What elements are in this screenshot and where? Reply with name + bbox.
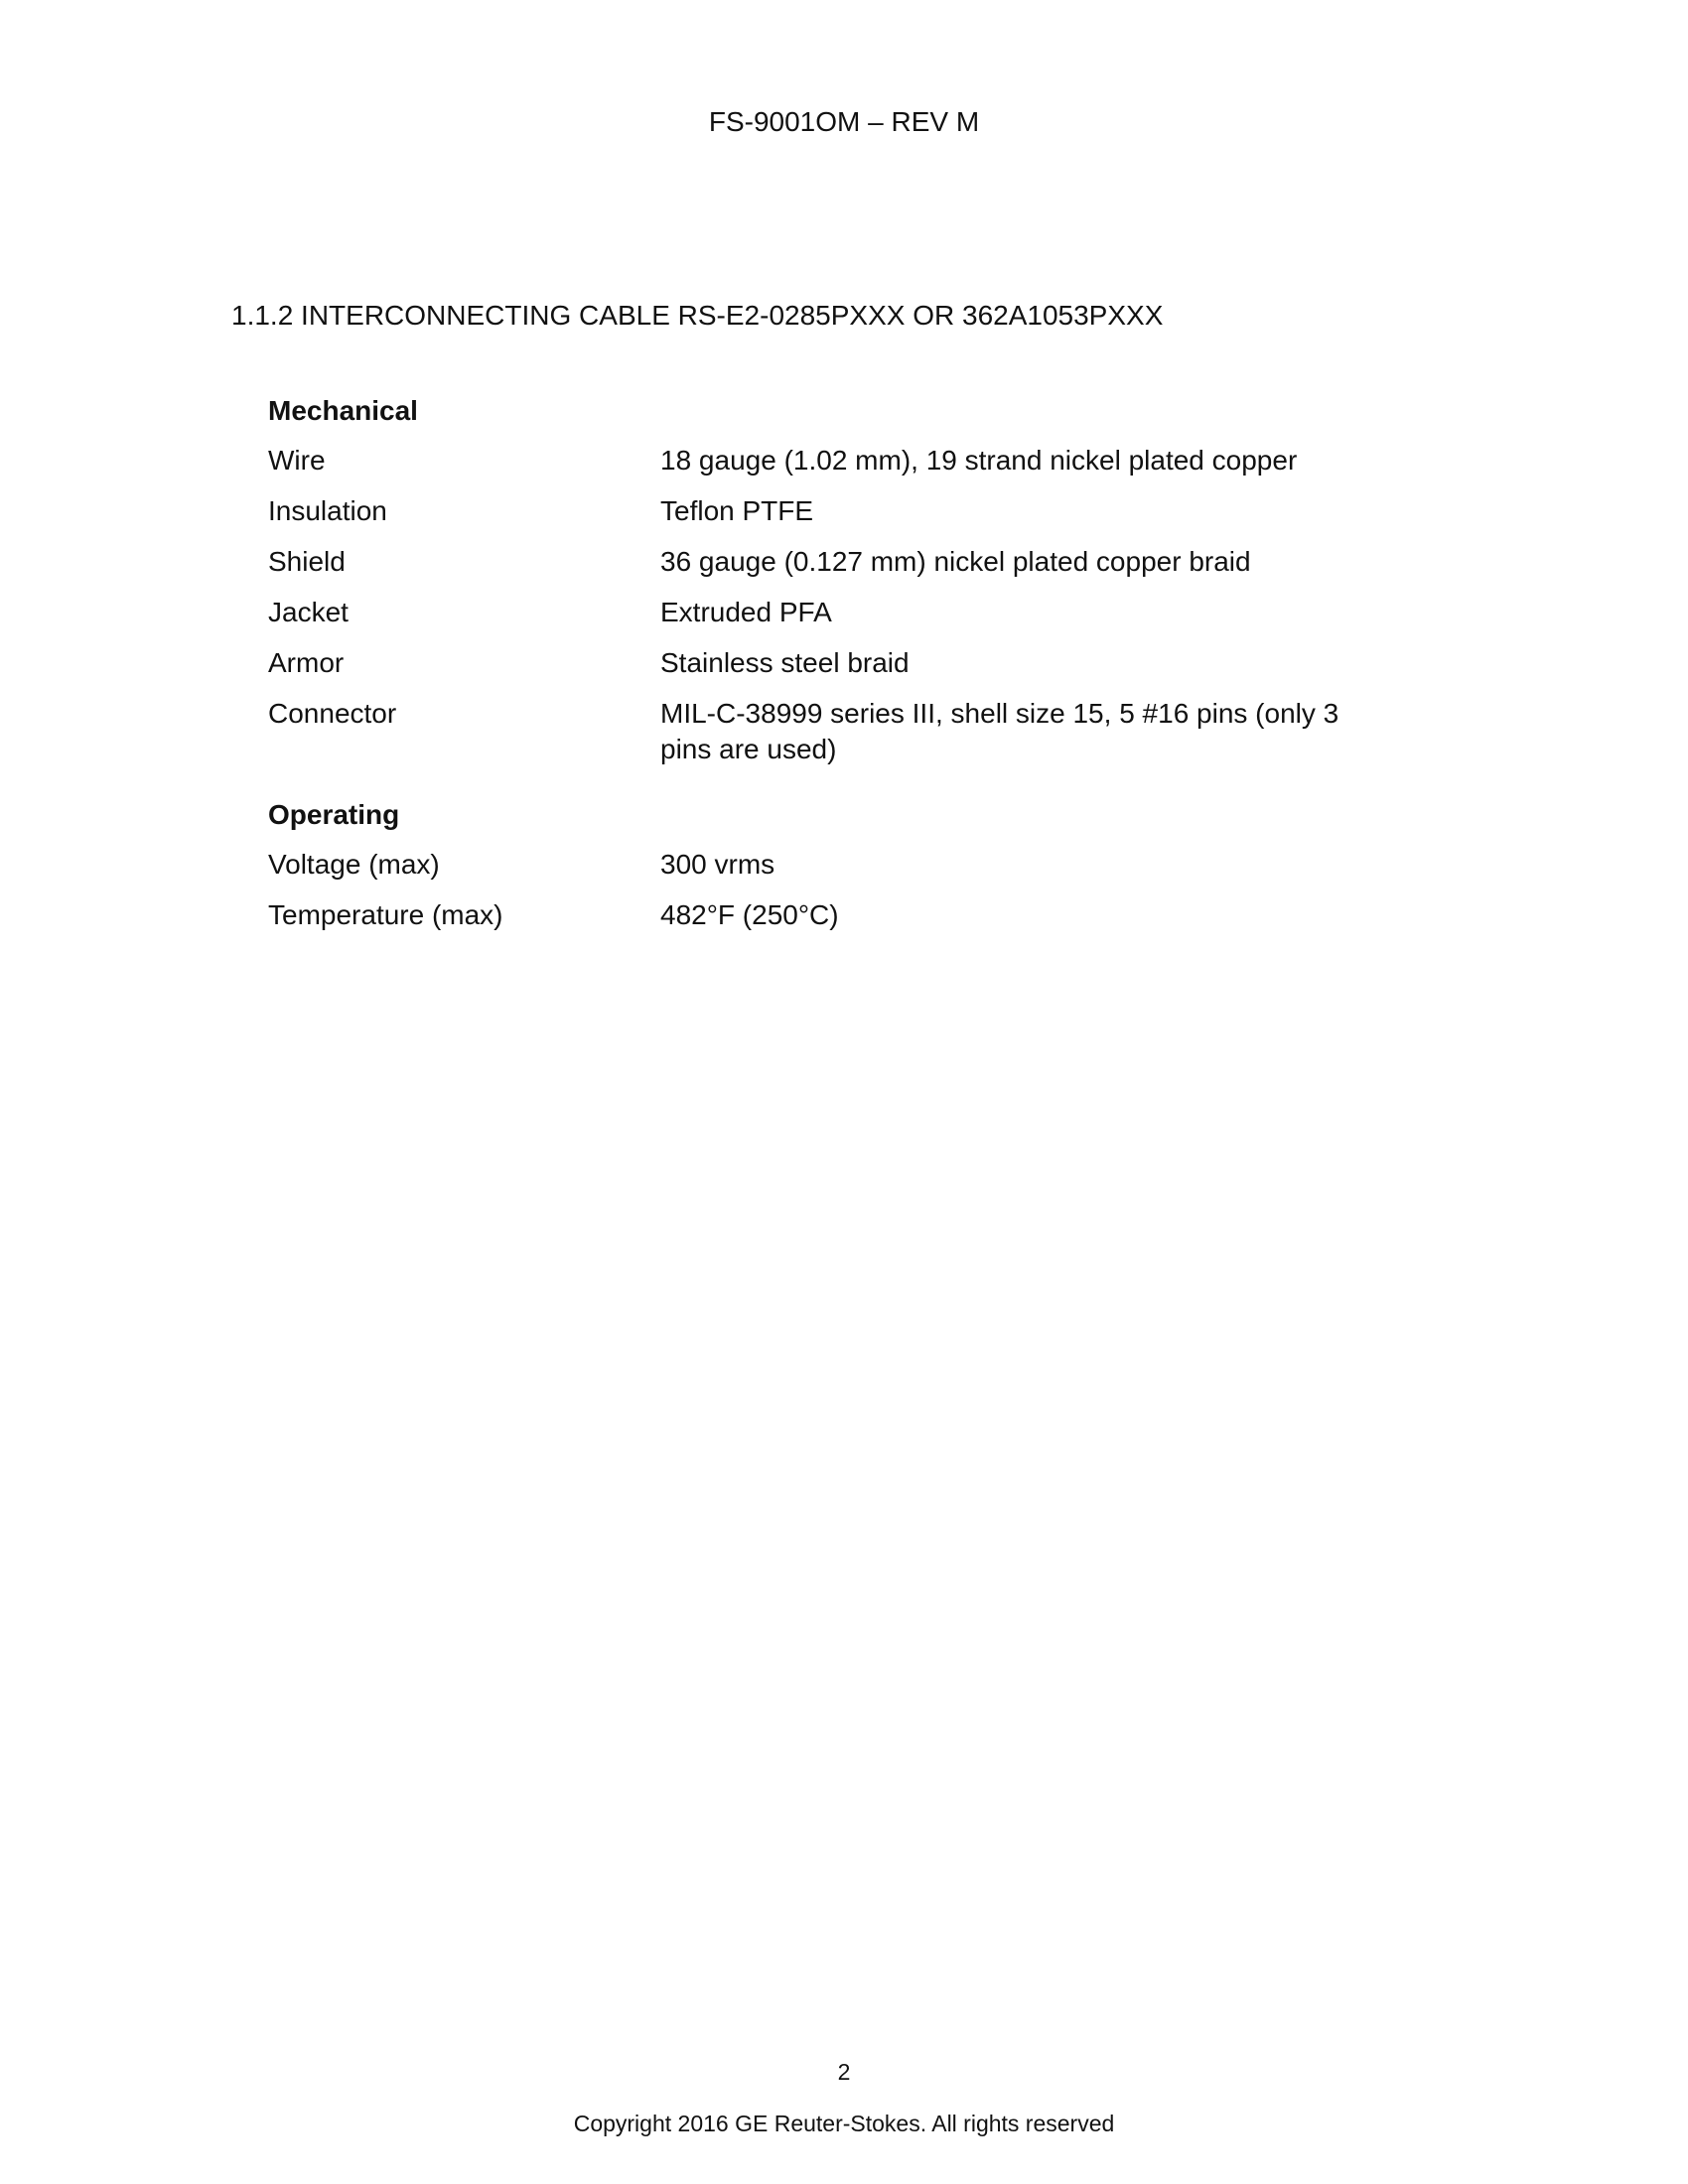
spec-row-armor [268, 645, 1420, 681]
group-title-operating: Operating [268, 799, 400, 830]
page-number: 2 [837, 2059, 851, 2085]
spec-label: Insulation [268, 495, 387, 526]
document-header-title: FS-9001OM – REV M [708, 106, 980, 137]
spec-label: Wire [268, 445, 326, 476]
spec-label: Connector [268, 698, 397, 729]
spec-row-insulation [268, 493, 1420, 529]
copyright-notice: Copyright 2016 GE Reuter-Stokes. All rights reserved [573, 2111, 1115, 2136]
spec-label: Jacket [268, 597, 349, 627]
spec-label: Shield [268, 546, 346, 577]
spec-row-jacket [268, 595, 1420, 630]
spec-value: Teflon PTFE [660, 495, 814, 526]
spec-row-connector [268, 696, 1420, 767]
group-title-mechanical: Mechanical [268, 395, 418, 426]
spec-value: 482°F (250°C) [660, 899, 839, 930]
spec-list [268, 393, 1420, 948]
spec-value: 300 vrms [660, 849, 775, 880]
spec-value: Stainless steel braid [660, 647, 910, 678]
spec-row-shield [268, 544, 1420, 580]
spec-row-wire [268, 443, 1420, 478]
spec-value: Extruded PFA [660, 597, 832, 627]
section-heading: 1.1.2 INTERCONNECTING CABLE RS-E2-0285PXXX OR 362A1053PXXX [231, 300, 1164, 331]
spec-label: Armor [268, 647, 345, 678]
spec-row-voltage-max [268, 847, 1420, 883]
spec-value: MIL-C-38999 series III, shell size 15, 5 #16 pins (only 3 pins are used) [660, 698, 1339, 764]
spec-value: 18 gauge (1.02 mm), 19 strand nickel plated copper [660, 445, 1298, 476]
spec-label: Temperature (max) [268, 899, 503, 930]
spec-row-temperature-max [268, 897, 1420, 933]
spec-value: 36 gauge (0.127 mm) nickel plated copper braid [660, 546, 1251, 577]
spec-label: Voltage (max) [268, 849, 440, 880]
